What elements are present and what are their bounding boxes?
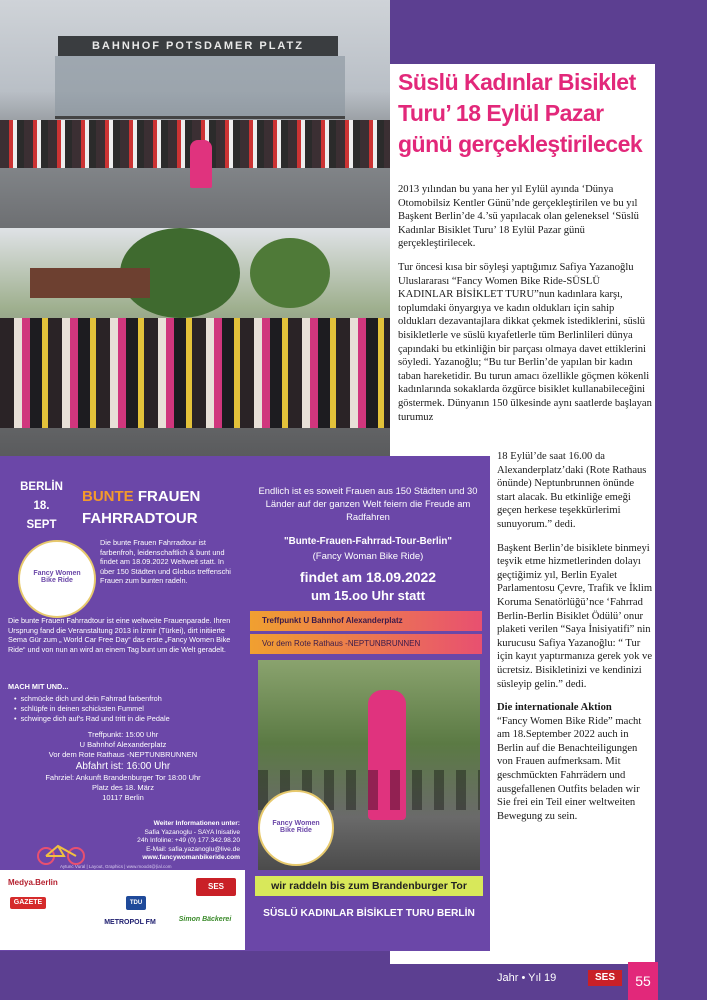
info-line: U Bahnhof Alexanderplatz — [79, 740, 167, 749]
date-line: BERLİN — [20, 481, 63, 493]
info-line: Treffpunkt: 15:00 Uhr — [87, 730, 159, 739]
contact-info — [100, 820, 240, 863]
tour-title: SÜSLÜ KADINLAR BİSİKLET TURU BERLİN — [263, 908, 475, 919]
date-line: 18. — [33, 500, 50, 512]
logo-ses: SES — [196, 878, 236, 896]
paragraph: 2013 yılından bu yana her yıl Eylül ayında ‘Dünya Otomobilsiz Kentler Günü’nde gerçekleştirilen ve bu yıl Başkent Berlin’de 4.’sü yapılacak olan geleneksel ‘Süslü Kadınlar Bisiklet Turu’ 18 Eylül Pazar günü gerçekleştirilecek. — [398, 184, 639, 250]
info-line: E-Mail: safia.yazanoglu@live.de — [146, 845, 240, 853]
article-body-top — [398, 183, 653, 424]
fancy-women-badge — [18, 540, 96, 618]
event-time: um 15.oo Uhr statt — [310, 588, 426, 603]
info-line: 24h Infoline: +49 (0) 177.342.98.20 — [137, 837, 240, 845]
paragraph-block — [497, 701, 653, 823]
photo-potsdamer-platz — [0, 0, 390, 228]
meeting-info — [8, 730, 238, 803]
list-item: • schmücke dich und dein Fahrrad farbenfroh — [14, 694, 162, 703]
event-name: "Bunte-Frauen-Fahrrad-Tour-Berlin" — [283, 536, 453, 547]
issue-label: Jahr • Yıl 19 — [497, 972, 557, 984]
info-line: 10117 Berlin — [102, 793, 144, 802]
route-banner: wir raddeln bis zum Brandenburger Tor — [255, 876, 483, 896]
date-line: SEPT — [26, 519, 57, 531]
info-line: Vor dem Rote Rathaus -NEPTUNBRUNNEN — [48, 750, 198, 759]
badge-label: Fancy Women Bike Ride — [272, 820, 320, 834]
flyer-headline — [82, 486, 200, 530]
flyer-para: Die bunte Frauen Fahrradtour ist eine weltweite Frauenparade. Ihren Ursprung fand die Veranstaltung 2013 in İzmir (Türkei), dirt initiierte Sema Gür zum „ World Car Free Day“ das erste „Fancy Women Bike Ride“ und von nun an wird an einem Tag bunt um die Welt geradelt. — [8, 616, 231, 654]
station-sign: BAHNHOF POTSDAMER PLATZ — [58, 36, 338, 56]
info-line: Safia Yazanoglu - SAYA Inisative — [144, 828, 240, 836]
page-number: 55 — [628, 962, 658, 1000]
bullet-text: schlüpfe in deinen schicksten Fummel — [20, 703, 144, 713]
bullet-list — [14, 694, 242, 723]
paragraph: 18 Eylül’de saat 16.00 da Alexanderplatz’daki (Rote Rathaus önünde) Neptunbrunnen önünde start alacak. Bu etkinliğe emeği geçen herkese teşekkürlerimi sunuyorum.” dedi. — [497, 451, 647, 530]
page-footer — [497, 972, 556, 984]
headline-word: BUNTE — [82, 488, 134, 505]
credit-line: Aytunc Vural | Layout, Graphics | www.mood4@(ial.com — [60, 864, 172, 869]
logo-tdu: TDU — [126, 896, 146, 910]
market-stall — [30, 268, 150, 298]
article-body-narrow — [497, 450, 653, 823]
sponsor-logos — [0, 870, 245, 950]
list-item: • schlüpfe in deinen schicksten Fummel — [14, 703, 144, 713]
bicycle-icon — [36, 838, 86, 866]
website-link: www.fancywomanbikeride.com — [142, 854, 240, 862]
info-line: Platz des 18. März — [91, 783, 155, 792]
bullet-text: schwinge dich auf's Rad und tritt in die Pedale — [20, 713, 170, 723]
fancy-women-badge — [258, 790, 334, 866]
paragraph: Tur öncesi kısa bir söyleşi yaptığımız Safiya Yazanoğlu Uluslararası “Fancy Women Bike Ride-SÜSLÜ KADINLAR BİSİKLET TURU”nun kadınlara karşı, toplumdaki önyargıya ve kadın oldukları için sahip oldukları dezavantajlara dikkat çekmek istediklerini, süslü bisikletlerle ve süslü kıyafetlerle tüm Berlinlileri dünya çapındaki bu etkinliğin bir parçası olmaya davet ettiklerini söyledi. Yazanoğlu; “Bu tur Berlin’de yapılan bir kadın taban hareketidir. Bu turun amacı özellikle göçmen kökenli kadınlarında sokaklarda özgürce bisiklet kullanabileceğini göstermek. Dünyanın 150 ülkesinde aynı saatlerde başlayan turumuz — [398, 261, 652, 423]
paragraph: “Fancy Women Bike Ride” macht am 18.September 2022 auch in Berlin auf die Benachteiligungen von Frauen aufmerksam. Mit geschmückten Fahrrädern und ausgefallenen Outfits beladen wir Sie frei ein Teil einer weltweiten Bewegung zu sein. — [497, 715, 642, 822]
headline-word: FRAUEN — [137, 488, 201, 505]
logo-metropol-fm: METROPOL FM — [104, 919, 156, 926]
headline-word: FAHRRADTOUR — [82, 510, 198, 527]
station-canopy — [55, 56, 345, 119]
group-of-women — [0, 318, 390, 428]
mach-mit-heading: MACH MIT UND... — [8, 682, 69, 691]
meeting-bar: Treffpunkt U Bahnhof Alexanderplatz — [250, 611, 482, 631]
bullet-text: schmücke dich und dein Fahrrad farbenfroh — [20, 694, 162, 703]
event-date: findet am 18.09.2022 — [299, 569, 437, 585]
logo-medya-berlin: Medya.Berlin — [8, 878, 58, 887]
tree — [250, 238, 330, 308]
date-block — [14, 478, 69, 535]
logo-gazete: GAZETE — [10, 897, 46, 909]
brand-logo: SES — [588, 970, 622, 986]
flyer-right-intro: Endlich ist es soweit Frauen aus 150 Städten und 30 Länder auf der ganzen Welt feiern die Freude am Radfahren — [258, 485, 478, 522]
list-item: • schwinge dich auf's Rad und tritt in die Pedale — [14, 713, 170, 723]
departure-time: Abfahrt ist: 16:00 Uhr — [75, 761, 171, 772]
location-bar: Vor dem Rote Rathaus -NEPTUNBRUNNEN — [250, 634, 482, 654]
woman-in-pink — [190, 140, 212, 188]
event-subtitle: (Fancy Woman Bike Ride) — [312, 551, 424, 562]
subheading: Die internationale Aktion — [497, 702, 612, 714]
badge-label: Fancy Women Bike Ride — [33, 570, 81, 584]
info-heading: Weiter Informationen unter: — [153, 820, 240, 827]
info-line: Fahrziel: Ankunft Brandenburger Tor 18:00 Uhr — [45, 773, 201, 782]
flyer-intro: Die bunte Frauen Fahrradtour ist farbenfroh, leidenschaftlich & bunt und findet am 18.09.2022 Weltweit statt. In über 150 Städten und Globus treffenschi Frauen zum bunten radeln. — [100, 538, 231, 586]
paragraph: Başkent Berlin’de bisiklete binmeyi teşvik etme hizmetlerinden dolayı geçtiğimiz yıl, Berlin Eyalet Parlamentosu Çevre, Trafik ve İklim Koruma Senatörlüğü’nce ‘Fahrrad Berlin-Berlin Bisiklet Ödülü’ onur plaketi verilen “Saya İnisiyatifi” nin kurucusu Safiya Yazanoğlu: “ Tur için kayıt yaptırmanıza gerek yok ve ücretsiz. Bisikletinizi ve kendinizi süsleyip gelin.” dedi. — [497, 542, 653, 690]
photo-women-with-bikes — [0, 228, 390, 456]
article-title: Süslü Kadınlar Bisiklet Turu’ 18 Eylül Pazar günü gerçekleştirilecek — [398, 69, 643, 157]
logo-baeckerei: Simon Bäckerei — [178, 916, 232, 923]
